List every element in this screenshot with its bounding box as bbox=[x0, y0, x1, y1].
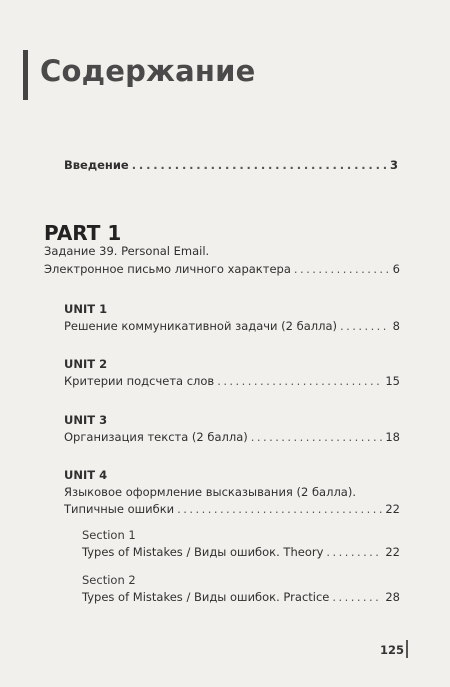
leader-dots bbox=[177, 502, 382, 516]
toc-entry-unit2 bbox=[64, 374, 400, 388]
part-subtitle: Задание 39. Personal Email. bbox=[44, 244, 210, 258]
toc-entry-label: Решение коммуникативной задачи (2 балла) bbox=[64, 319, 338, 333]
toc-entry-label: Types of Mistakes / Виды ошибок. Theory bbox=[82, 545, 324, 559]
toc-entry-page: 8 bbox=[392, 319, 400, 333]
unit-heading: UNIT 1 bbox=[64, 302, 108, 316]
toc-entry-unit1 bbox=[64, 319, 400, 333]
page-number: 125 bbox=[380, 643, 405, 657]
toc-entry-page: 22 bbox=[385, 545, 400, 559]
toc-entry-page: 15 bbox=[385, 374, 400, 388]
section-heading: Section 2 bbox=[82, 573, 136, 587]
toc-entry-label: Типичные ошибки bbox=[64, 502, 175, 516]
leader-dots bbox=[251, 430, 383, 444]
leader-dots bbox=[332, 590, 382, 604]
leader-dots bbox=[326, 545, 382, 559]
toc-entry-section1 bbox=[82, 545, 400, 559]
toc-entry-intro bbox=[64, 158, 398, 172]
toc-entry-label: Организация текста (2 балла) bbox=[64, 430, 248, 444]
page-title: Содержание bbox=[40, 54, 256, 88]
part-title: PART 1 bbox=[44, 221, 122, 245]
toc-entry-label: Электронное письмо личного характера bbox=[44, 262, 291, 276]
toc-entry-unit4 bbox=[64, 502, 400, 516]
leader-dots bbox=[132, 158, 387, 172]
title-accent-bar bbox=[23, 50, 28, 100]
toc-entry-page: 18 bbox=[385, 430, 400, 444]
leader-dots bbox=[217, 374, 382, 388]
toc-entry-section2 bbox=[82, 590, 400, 604]
leader-dots bbox=[294, 262, 390, 276]
page-number-bar bbox=[406, 640, 408, 658]
toc-entry-page: 28 bbox=[385, 590, 400, 604]
toc-entry-page: 3 bbox=[389, 158, 398, 172]
toc-entry-page: 22 bbox=[385, 502, 400, 516]
toc-entry-label: Types of Mistakes / Виды ошибок. Practice bbox=[82, 590, 330, 604]
toc-entry-unit3 bbox=[64, 430, 400, 444]
unit-heading: UNIT 3 bbox=[64, 413, 108, 427]
toc-entry-label: Критерии подсчета слов bbox=[64, 374, 215, 388]
toc-entry-label: Введение bbox=[64, 158, 129, 172]
toc-entry-part1 bbox=[44, 262, 400, 276]
toc-entry-page: 6 bbox=[392, 262, 400, 276]
leader-dots bbox=[340, 319, 390, 333]
unit-heading: UNIT 2 bbox=[64, 357, 108, 371]
unit-description: Языковое оформление высказывания (2 балла). bbox=[64, 485, 356, 499]
unit-heading: UNIT 4 bbox=[64, 468, 108, 482]
section-heading: Section 1 bbox=[82, 528, 136, 542]
